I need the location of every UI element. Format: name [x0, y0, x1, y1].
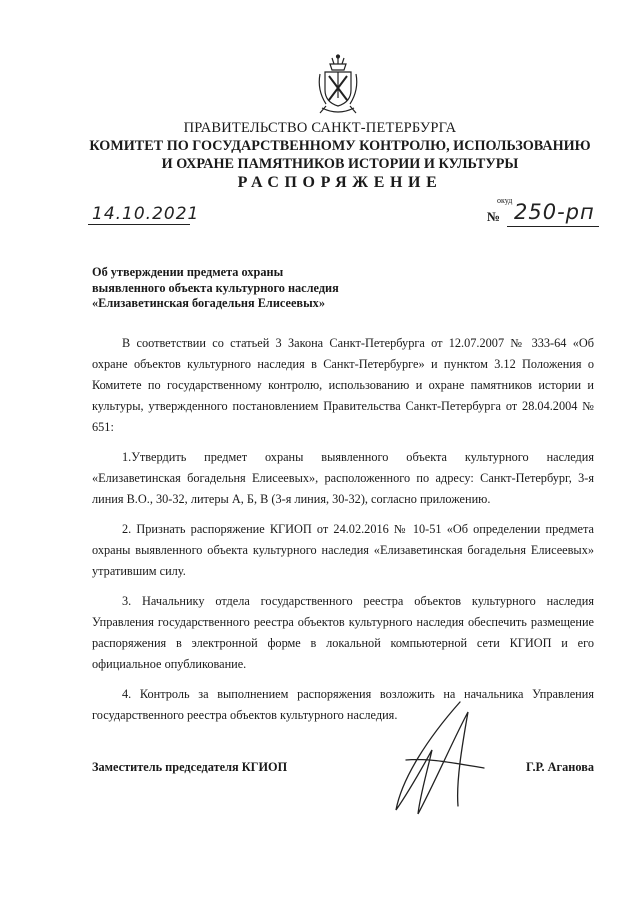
document-type: РАСПОРЯЖЕНИЕ	[237, 174, 443, 191]
okud-label: окуд	[497, 196, 513, 205]
subject-line-3: «Елизаветинская богадельня Елисеевых»	[92, 296, 325, 310]
government-name: ПРАВИТЕЛЬСТВО САНКТ-ПЕТЕРБУРГА	[183, 120, 457, 136]
document-date: 14.10.2021	[92, 204, 200, 224]
committee-line-1: КОМИТЕТ ПО ГОСУДАРСТВЕННОМУ КОНТРОЛЮ, ИСПОЛЬЗОВАНИЮ	[89, 138, 591, 154]
document-body	[92, 333, 594, 735]
coat-of-arms-icon	[316, 54, 360, 114]
item-3-paragraph: 3. Начальнику отдела государственного реестра объектов культурного наследия Управления государственного реестра объектов культурного наследия обеспечить размещение распоряжения в электронной форме в локальной компьютерной сети КГИОП и его официальное опубликование.	[92, 594, 594, 671]
committee-name	[60, 137, 620, 173]
committee-line-2: И ОХРАНЕ ПАМЯТНИКОВ ИСТОРИИ И КУЛЬТУРЫ	[161, 156, 519, 172]
item-4-paragraph: 4. Контроль за выполнением распоряжения возложить на начальника Управления государственного реестра объектов культурного наследия.	[92, 687, 594, 722]
subject-line-1: Об утверждении предмета охраны	[92, 265, 284, 279]
document-subject	[92, 265, 339, 312]
item-1-paragraph: 1.Утвердить предмет охраны выявленного объекта культурного наследия «Елизаветинская богадельня Елисеевых», расположенного по адресу: Санкт-Петербург, 3-я линия В.О., 30-32, литеры А, Б, В (3-я линия, 30-32), согласно приложению.	[92, 450, 594, 506]
subject-line-2: выявленного объекта культурного наследия	[92, 280, 339, 295]
number-underline	[507, 226, 599, 227]
signatory-title: Заместитель председателя КГИОП	[92, 760, 288, 774]
number-label: №	[487, 209, 501, 224]
preamble-paragraph: В соответствии со статьей 3 Закона Санкт-Петербурга от 12.07.2007 № 333-64 «Об охране объектов культурного наследия в Санкт-Петербурге» и пунктом 3.12 Положения о Комитете по государственному контролю, использованию и охране памятников истории и культуры, утвержденного постановлением Правительства Санкт-Петербурга от 28.04.2004 № 651:	[92, 336, 594, 434]
signature-icon	[388, 698, 508, 818]
signatory-name: Г.Р. Аганова	[526, 760, 594, 774]
document-number: 250-рп	[514, 200, 595, 224]
item-2-paragraph: 2. Признать распоряжение КГИОП от 24.02.2016 № 10-51 «Об определении предмета охраны выявленного объекта культурного наследия «Елизаветинская богадельня Елисеевых» утратившим силу.	[92, 522, 594, 578]
date-underline	[88, 224, 190, 225]
